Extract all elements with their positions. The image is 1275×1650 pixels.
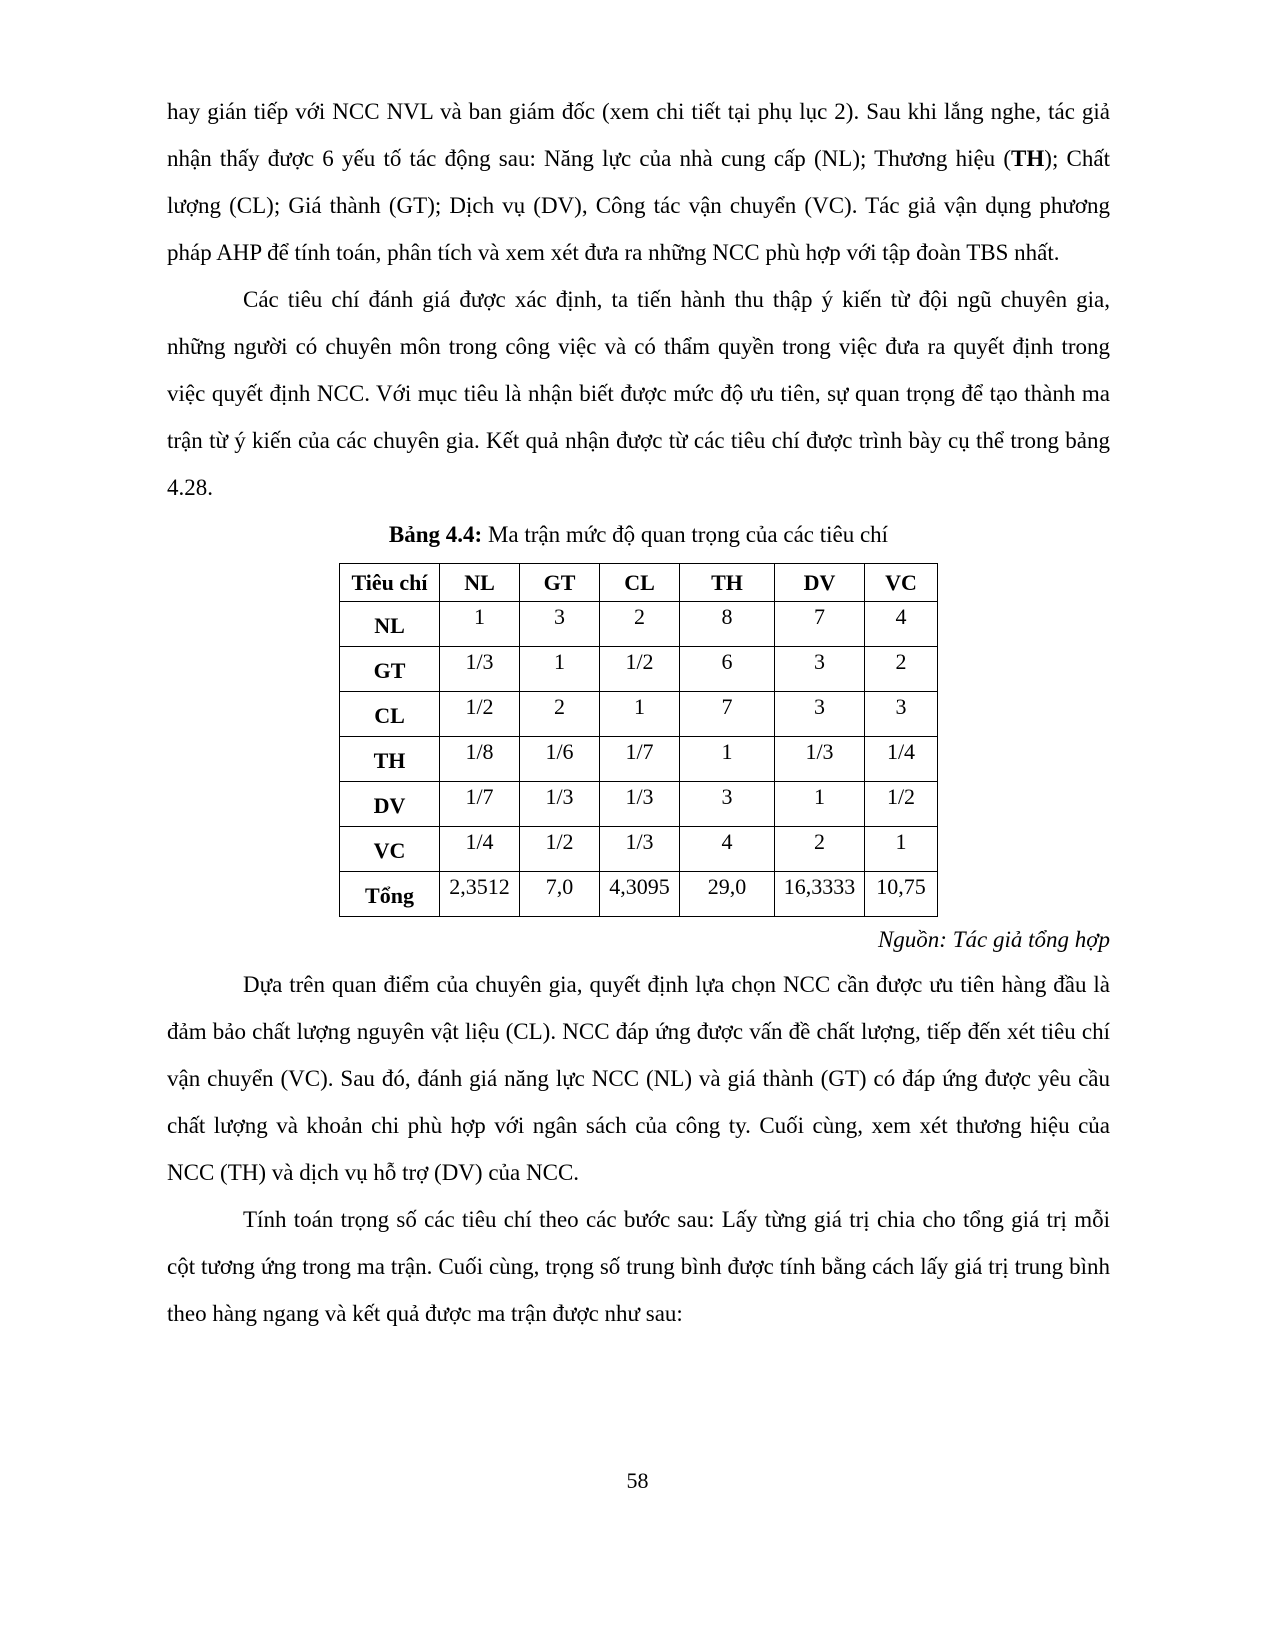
header-cell-1: NL	[440, 564, 520, 602]
text-run: ); Chất lượng (CL); Giá thành (GT); Dịch vụ (DV), Công tác vận chuyển (VC). Tác giả vận dụng phương pháp AHP để tính toán, phân tích và xem xét đưa ra những NCC phù hợp với tập đoàn TBS nhất.	[167, 146, 1110, 265]
page-content	[167, 88, 1110, 1337]
row-label-cell: CL	[340, 692, 440, 737]
row-label-cell: DV	[340, 782, 440, 827]
header-cell-4: TH	[680, 564, 775, 602]
text-run: Các tiêu chí đánh giá được xác định, ta tiến hành thu thập ý kiến từ đội ngũ chuyên gia, những người có chuyên môn trong công việc và có thẩm quyền trong việc đưa ra quyết định trong việc quyết định NCC. Với mục tiêu là nhận biết được mức độ ưu tiên, sự quan trọng để tạo thành ma trận từ ý kiến của các chuyên gia. Kết quả nhận được từ các tiêu chí được trình bày cụ thể trong bảng 4.28.	[167, 287, 1110, 500]
value-cell: 1/3	[520, 782, 600, 827]
table-caption-title: Ma trận mức độ quan trọng của các tiêu chí	[482, 522, 889, 547]
value-cell: 3	[775, 692, 865, 737]
value-cell: 1/2	[520, 827, 600, 872]
table-row-6	[340, 872, 938, 917]
row-label-cell: VC	[340, 827, 440, 872]
table-caption-label: Bảng 4.4:	[388, 522, 483, 547]
table-row-5	[340, 827, 938, 872]
value-cell: 1	[865, 827, 938, 872]
value-cell: 1	[520, 647, 600, 692]
bold-text-run: TH	[1011, 146, 1045, 171]
value-cell: 7	[680, 692, 775, 737]
value-cell: 1/7	[600, 737, 680, 782]
header-cell-5: DV	[775, 564, 865, 602]
value-cell: 1	[600, 692, 680, 737]
value-cell: 1/4	[865, 737, 938, 782]
value-cell: 2	[865, 647, 938, 692]
text-run: hay gián tiếp với NCC NVL và ban giám đốc (xem chi tiết tại phụ lục 2). Sau khi lắng nghe, tác giả nhận thấy được 6 yếu tố tác động sau: Năng lực của nhà cung cấp (NL); Thương hiệu (	[167, 99, 1110, 171]
row-label-cell: Tổng	[340, 872, 440, 917]
value-cell: 29,0	[680, 872, 775, 917]
table-row-4	[340, 782, 938, 827]
value-cell: 3	[775, 647, 865, 692]
page-number: 58	[626, 1468, 649, 1493]
header-cell-2: GT	[520, 564, 600, 602]
header-cell-6: VC	[865, 564, 938, 602]
value-cell: 1	[680, 737, 775, 782]
body-paragraphs-top	[167, 88, 1110, 511]
value-cell: 2,3512	[440, 872, 520, 917]
value-cell: 1/7	[440, 782, 520, 827]
value-cell: 4,3095	[600, 872, 680, 917]
para-intro-factors	[167, 88, 1110, 276]
table-row-1	[340, 647, 938, 692]
value-cell: 3	[865, 692, 938, 737]
value-cell: 1/2	[600, 647, 680, 692]
value-cell: 1/6	[520, 737, 600, 782]
value-cell: 1/3	[775, 737, 865, 782]
header-cell-3: CL	[600, 564, 680, 602]
value-cell: 1/4	[440, 827, 520, 872]
value-cell: 1/3	[440, 647, 520, 692]
value-cell: 7	[775, 602, 865, 647]
value-cell: 6	[680, 647, 775, 692]
body-paragraphs-bottom	[167, 961, 1110, 1337]
text-run: Dựa trên quan điểm của chuyên gia, quyết định lựa chọn NCC cần được ưu tiên hàng đầu là đảm bảo chất lượng nguyên vật liệu (CL). NCC đáp ứng được vấn đề chất lượng, tiếp đến xét tiêu chí vận chuyển (VC). Sau đó, đánh giá năng lực NCC (NL) và giá thành (GT) có đáp ứng được yêu cầu chất lượng và khoản chi phù hợp với ngân sách của công ty. Cuối cùng, xem xét thương hiệu của NCC (TH) và dịch vụ hỗ trợ (DV) của NCC.	[167, 972, 1110, 1185]
value-cell: 1	[440, 602, 520, 647]
para-weight-calculation	[167, 1196, 1110, 1337]
value-cell: 7,0	[520, 872, 600, 917]
value-cell: 4	[680, 827, 775, 872]
value-cell: 8	[680, 602, 775, 647]
value-cell: 2	[600, 602, 680, 647]
value-cell: 1/8	[440, 737, 520, 782]
para-priority-analysis	[167, 961, 1110, 1196]
table-row-3	[340, 737, 938, 782]
table-row-2	[340, 692, 938, 737]
value-cell: 2	[520, 692, 600, 737]
table-header-row	[340, 564, 938, 602]
value-cell: 2	[775, 827, 865, 872]
value-cell: 3	[680, 782, 775, 827]
value-cell: 1/3	[600, 827, 680, 872]
value-cell: 3	[520, 602, 600, 647]
value-cell: 10,75	[865, 872, 938, 917]
para-expert-opinion	[167, 276, 1110, 511]
value-cell: 4	[865, 602, 938, 647]
row-label-cell: TH	[340, 737, 440, 782]
value-cell: 1/3	[600, 782, 680, 827]
value-cell: 16,3333	[775, 872, 865, 917]
table-row-0	[340, 602, 938, 647]
criteria-matrix-table	[339, 563, 938, 917]
text-run: Tính toán trọng số các tiêu chí theo các bước sau: Lấy từng giá trị chia cho tổng giá trị mỗi cột tương ứng trong ma trận. Cuối cùng, trọng số trung bình được tính bằng cách lấy giá trị trung bình theo hàng ngang và kết quả được ma trận được như sau:	[167, 1207, 1110, 1326]
value-cell: 1/2	[865, 782, 938, 827]
row-label-cell: NL	[340, 602, 440, 647]
value-cell: 1	[775, 782, 865, 827]
header-cell-0: Tiêu chí	[340, 564, 440, 602]
row-label-cell: GT	[340, 647, 440, 692]
source-note: Nguồn: Tác giả tổng hợp	[877, 927, 1110, 952]
value-cell: 1/2	[440, 692, 520, 737]
table-caption	[167, 511, 1110, 558]
